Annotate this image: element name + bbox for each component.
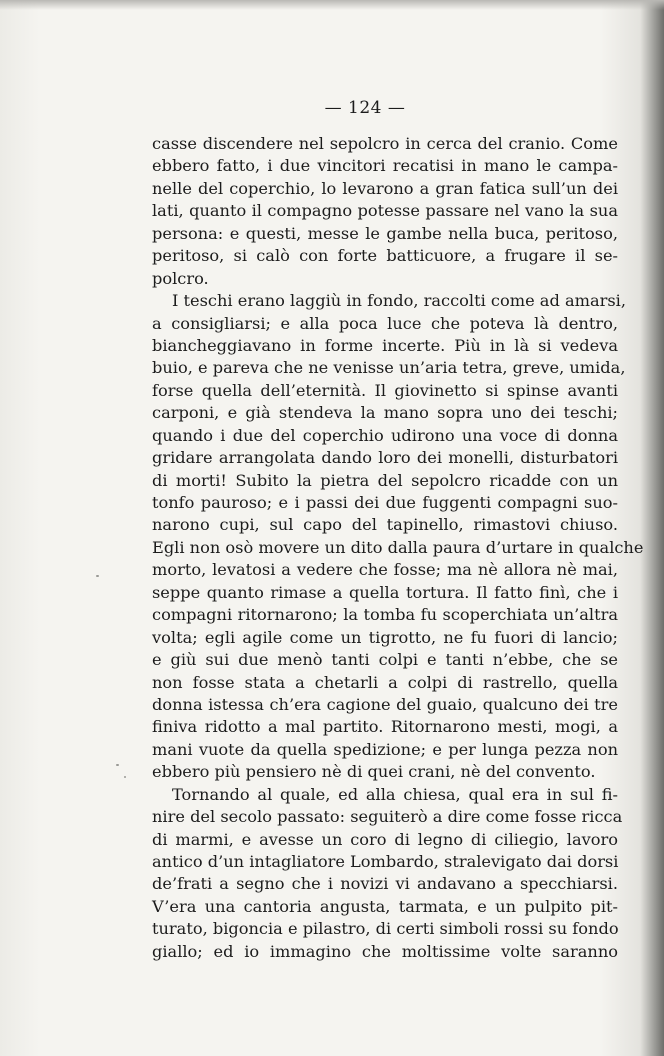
text-line: di marmi, e avesse un coro di legno di ciliegio, lavoro (152, 829, 618, 849)
text-line: Tornando al quale, ed alla chiesa, qual era in sul fi- (172, 784, 618, 804)
text-line: ebbero fatto, i due vincitori recatisi in mano le campa- (152, 156, 618, 176)
text-line: persona: e questi, messe le gambe nella buca, peritoso, (152, 223, 618, 243)
text-line: seppe quanto rimase a quella tortura. Il fatto finì, che i (152, 582, 618, 602)
text-line: polcro. (152, 268, 209, 288)
text-line: a consigliarsi; e alla poca luce che poteva là dentro, (152, 313, 618, 333)
scan-top-shadow (0, 0, 664, 10)
text-line: antico d’un intagliatore Lombardo, stralevigato dai dorsi (152, 852, 619, 871)
text-line: nire del secolo passato: seguiterò a dire come fosse ricca (152, 807, 623, 827)
text-line: forse quella dell’eternità. Il giovinetto si spinse avanti (152, 380, 618, 400)
text-line: e giù sui due menò tanti colpi e tanti n’ebbe, che se (152, 650, 618, 670)
text-line: nelle del coperchio, lo levarono a gran fatica sull’un dei (152, 178, 618, 198)
text-line: non fosse stata a chetarli a colpi di rastrello, quella (152, 672, 618, 692)
text-line: quando i due del coperchio udirono una voce di donna (152, 425, 618, 445)
page-number: — 124 — (324, 98, 406, 118)
text-line: I teschi erano laggiù in fondo, raccolti come ad amarsi, (172, 291, 626, 311)
body-text (152, 133, 644, 963)
text-line: mani vuote da quella spedizione; e per lunga pezza non (152, 739, 618, 759)
text-line: peritoso, si calò con forte batticuore, a frugare il se- (152, 246, 618, 266)
text-line: Egli non osò movere un dito dalla paura d’urtare in qualche (152, 537, 644, 557)
text-line: volta; egli agile come un tigrotto, ne fu fuori di lancio; (152, 627, 618, 647)
text-line: casse discendere nel sepolcro in cerca del cranio. Come (152, 134, 618, 153)
text-line: compagni ritornarono; la tomba fu scoperchiata un’altra (152, 605, 618, 625)
scan-speck (116, 764, 119, 766)
scan-speck (96, 575, 99, 577)
text-line: de’frati a segno che i novizi vi andavano a specchiarsi. (152, 874, 618, 894)
text-line: finiva ridotto a mal partito. Ritornarono mesti, mogi, a (152, 717, 618, 737)
scan-speck (124, 776, 126, 778)
text-line: carponi, e già stendeva la mano sopra uno dei teschi; (152, 403, 618, 423)
text-line: turato, bigoncia e pilastro, di certi simboli rossi su fondo (152, 919, 619, 939)
text-line: V’era una cantoria angusta, tarmata, e un pulpito pit- (152, 896, 618, 916)
text-line: donna istessa ch’era cagione del guaio, qualcuno dei tre (152, 694, 618, 714)
text-line: di morti! Subito la pietra del sepolcro ricadde con un (152, 470, 618, 490)
text-line: lati, quanto il compagno potesse passare nel vano la sua (152, 201, 618, 221)
text-line: narono cupi, sul capo del tapinello, rimastovi chiuso. (152, 515, 618, 535)
text-line: biancheggiavano in forme incerte. Più in là si vedeva (152, 335, 618, 355)
text-line: ebbero più pensiero nè di quei crani, nè del convento. (152, 762, 596, 782)
text-line: buio, e pareva che ne venisse un’aria tetra, greve, umida, (152, 358, 626, 378)
text-line: giallo; ed io immagino che moltissime volte saranno (152, 941, 618, 961)
text-line: tonfo pauroso; e i passi dei due fuggenti compagni suo- (152, 493, 618, 512)
text-line: gridare arrangolata dando loro dei monelli, disturbatori (152, 448, 618, 468)
text-line: morto, levatosi a vedere che fosse; ma nè allora nè mai, (152, 560, 618, 580)
